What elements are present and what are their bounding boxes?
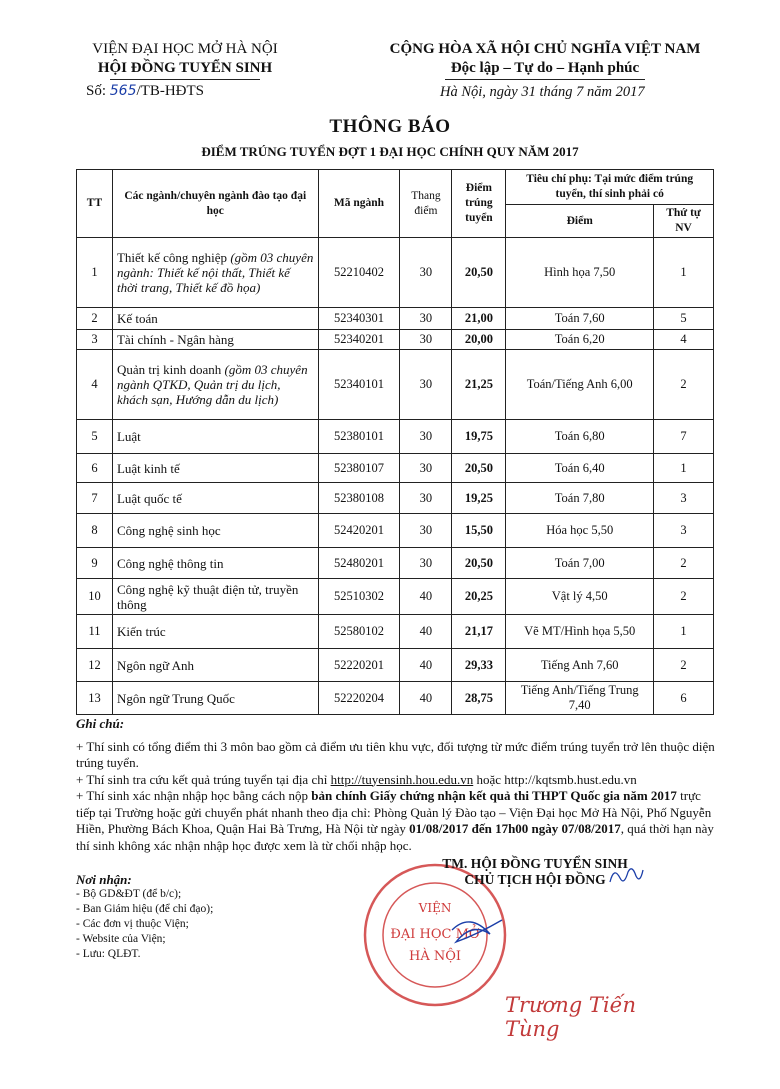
major-name: Luật — [116, 429, 141, 444]
doc-number-suffix: /TB-HĐTS — [136, 83, 204, 99]
row-tt: 6 — [77, 454, 113, 483]
header-tt: TT — [77, 170, 113, 238]
row-code: 52380107 — [318, 454, 400, 483]
row-tt: 13 — [77, 682, 113, 715]
row-code: 52220201 — [318, 649, 400, 682]
country-name: CỘNG HÒA XÃ HỘI CHỦ NGHĨA VIỆT NAM — [389, 41, 701, 57]
row-priority: 7 — [654, 420, 714, 454]
signer-name: Trương Tiến Tùng — [505, 993, 637, 1041]
recipient-item: - Các đơn vị thuộc Viện; — [76, 918, 189, 930]
doc-number-handwritten: 565 — [109, 83, 137, 99]
major-name: Kiến trúc — [116, 624, 166, 639]
row-criteria: Toán 7,80 — [506, 483, 654, 514]
row-scale: 30 — [400, 330, 452, 350]
row-scale: 30 — [400, 454, 452, 483]
issue-date: Hà Nội, ngày 31 tháng 7 năm 2017 — [440, 84, 645, 100]
stamp-mid-text: ĐẠI HỌC MỞ — [390, 927, 480, 942]
recipient-item: - Lưu: QLĐT. — [76, 948, 141, 960]
row-tt: 8 — [77, 514, 113, 548]
table-row — [77, 330, 714, 350]
note-3-text-a: + Thí sinh xác nhận nhập học bằng cách nộp — [76, 788, 312, 803]
major-name: Công nghệ kỹ thuật điện tử, truyền thông — [116, 581, 299, 612]
stamp-bot-text: HÀ NỘI — [408, 949, 462, 964]
org-underline — [110, 79, 260, 80]
table-row — [77, 615, 714, 649]
row-tt: 7 — [77, 483, 113, 514]
header-priority: Thứ tự NV — [654, 205, 714, 238]
row-major — [112, 330, 318, 350]
note-2 — [76, 772, 716, 789]
row-code: 52380101 — [318, 420, 400, 454]
row-score: 20,00 — [452, 330, 506, 350]
recipient-item: - Bộ GD&ĐT (để b/c); — [76, 888, 182, 900]
major-name: Ngôn ngữ Trung Quốc — [116, 690, 235, 706]
row-score: 29,33 — [452, 649, 506, 682]
row-code: 52580102 — [318, 615, 400, 649]
table-row — [77, 649, 714, 682]
notes-section — [76, 716, 716, 854]
row-criteria: Toán/Tiếng Anh 6,00 — [506, 350, 654, 420]
table-row — [77, 420, 714, 454]
row-code: 52480201 — [318, 548, 400, 579]
table-row — [77, 454, 714, 483]
note-3-certificate: bản chính Giấy chứng nhận kết quả thi THPT Quốc gia năm 2017 — [311, 788, 677, 803]
row-criteria: Hình họa 7,50 — [506, 238, 654, 308]
row-score: 20,50 — [452, 454, 506, 483]
row-scale: 40 — [400, 615, 452, 649]
row-criteria: Hóa học 5,50 — [506, 514, 654, 548]
recipients-heading: Nơi nhận: — [76, 872, 132, 887]
header-score: Điểm trúng tuyển — [452, 170, 506, 238]
header-criteria: Tiêu chí phụ: Tại mức điểm trúng tuyển, thí sinh phải có — [506, 170, 714, 205]
row-criteria: Toán 6,40 — [506, 454, 654, 483]
row-scale: 30 — [400, 350, 452, 420]
row-priority: 1 — [654, 238, 714, 308]
document-number — [86, 83, 204, 100]
table-row — [77, 579, 714, 615]
row-score: 20,25 — [452, 579, 506, 615]
row-criteria: Toán 6,80 — [506, 420, 654, 454]
major-name: Quản trị kinh doanh — [116, 362, 222, 377]
row-score: 21,25 — [452, 350, 506, 420]
row-priority: 1 — [654, 615, 714, 649]
header-code: Mã ngành — [318, 170, 400, 238]
major-note: (gồm 03 chuyên ngành: Thiết kế nội thất, Thiết kế thời trang, Thiết kế đồ họa) — [116, 250, 314, 295]
row-tt: 12 — [77, 649, 113, 682]
major-note: (gồm 03 chuyên ngành QTKD, Quản trị du lịch, khách sạn, Hướng dẫn du lịch) — [116, 362, 308, 407]
recipient-item: - Website của Viện; — [76, 933, 166, 945]
page-title: THÔNG BÁO — [329, 116, 451, 137]
row-code: 52510302 — [318, 579, 400, 615]
row-scale: 30 — [400, 548, 452, 579]
page-subtitle: ĐIỂM TRÚNG TUYỂN ĐỢT 1 ĐẠI HỌC CHÍNH QUY NĂM 2017 — [201, 144, 579, 159]
major-name: Luật kinh tế — [116, 460, 180, 476]
row-major — [112, 308, 318, 330]
row-major — [112, 350, 318, 420]
issuing-org — [60, 40, 310, 80]
row-score: 15,50 — [452, 514, 506, 548]
row-criteria: Vẽ MT/Hình họa 5,50 — [506, 615, 654, 649]
stamp-top-text: VIỆN — [418, 901, 452, 915]
major-name: Tài chính - Ngân hàng — [116, 332, 234, 347]
row-code: 52340101 — [318, 350, 400, 420]
row-major — [112, 238, 318, 308]
row-priority: 6 — [654, 682, 714, 715]
row-score: 19,75 — [452, 420, 506, 454]
row-tt: 3 — [77, 330, 113, 350]
row-code: 52220204 — [318, 682, 400, 715]
table-row — [77, 350, 714, 420]
doc-number-prefix: Số: — [86, 83, 107, 99]
row-priority: 3 — [654, 483, 714, 514]
row-major — [112, 548, 318, 579]
row-major — [112, 514, 318, 548]
major-name: Kế toán — [116, 311, 158, 326]
row-score: 20,50 — [452, 548, 506, 579]
row-scale: 30 — [400, 308, 452, 330]
org-name: VIỆN ĐẠI HỌC MỞ HÀ NỘI — [92, 41, 278, 57]
row-code: 52210402 — [318, 238, 400, 308]
row-scale: 40 — [400, 682, 452, 715]
row-scale: 30 — [400, 420, 452, 454]
motto: Độc lập – Tự do – Hạnh phúc — [450, 60, 640, 76]
header-criteria-score: Điểm — [506, 205, 654, 238]
row-code: 52380108 — [318, 483, 400, 514]
row-tt: 1 — [77, 238, 113, 308]
row-tt: 10 — [77, 579, 113, 615]
row-criteria: Tiếng Anh 7,60 — [506, 649, 654, 682]
admission-scores-table — [76, 169, 714, 715]
major-name: Công nghệ thông tin — [116, 555, 224, 571]
row-priority: 1 — [654, 454, 714, 483]
header-major: Các ngành/chuyên ngành đào tạo đại học — [112, 170, 318, 238]
row-score: 19,25 — [452, 483, 506, 514]
row-priority: 3 — [654, 514, 714, 548]
row-tt: 11 — [77, 615, 113, 649]
major-name: Ngôn ngữ Anh — [116, 657, 195, 673]
table-row — [77, 682, 714, 715]
row-criteria: Tiếng Anh/Tiếng Trung 7,40 — [506, 682, 654, 715]
note-2-alt-link: hoặc http://kqtsmb.hust.edu.vn — [473, 771, 637, 787]
notes-heading: Ghi chú: — [76, 716, 125, 731]
row-priority: 2 — [654, 350, 714, 420]
row-scale: 30 — [400, 238, 452, 308]
row-major — [112, 483, 318, 514]
row-criteria: Toán 7,00 — [506, 548, 654, 579]
table-row — [77, 548, 714, 579]
row-scale: 40 — [400, 579, 452, 615]
recipients — [76, 872, 213, 962]
row-tt: 5 — [77, 420, 113, 454]
row-priority: 2 — [654, 548, 714, 579]
table-row — [77, 238, 714, 308]
row-criteria: Toán 6,20 — [506, 330, 654, 350]
row-scale: 40 — [400, 649, 452, 682]
header-scale: Thang điểm — [400, 170, 452, 238]
major-name: Thiết kế công nghiệp — [116, 250, 228, 265]
row-code: 52340201 — [318, 330, 400, 350]
row-tt: 4 — [77, 350, 113, 420]
row-major — [112, 579, 318, 615]
row-criteria: Toán 7,60 — [506, 308, 654, 330]
signature-line-2: CHỦ TỊCH HỘI ĐỒNG — [464, 872, 606, 887]
row-major — [112, 682, 318, 715]
row-priority: 2 — [654, 649, 714, 682]
org-council: HỘI ĐỒNG TUYỂN SINH — [97, 60, 273, 76]
major-name: Công nghệ sinh học — [116, 523, 221, 538]
motto-underline — [445, 79, 645, 80]
row-priority: 2 — [654, 579, 714, 615]
table-row — [77, 308, 714, 330]
note-3 — [76, 788, 716, 854]
row-code: 52420201 — [318, 514, 400, 548]
row-criteria: Vật lý 4,50 — [506, 579, 654, 615]
row-major — [112, 454, 318, 483]
national-header — [360, 40, 730, 80]
row-priority: 4 — [654, 330, 714, 350]
tuyensinh-link[interactable]: http://tuyensinh.hou.edu.vn — [330, 771, 474, 787]
row-major — [112, 615, 318, 649]
row-score: 21,00 — [452, 308, 506, 330]
row-tt: 9 — [77, 548, 113, 579]
row-score: 28,75 — [452, 682, 506, 715]
row-score: 21,17 — [452, 615, 506, 649]
initials-mark — [606, 862, 646, 890]
note-2-text: + Thí sinh tra cứu kết quả trúng tuyển tại địa chỉ — [76, 771, 331, 787]
row-score: 20,50 — [452, 238, 506, 308]
note-3-text-c: trực tiếp tại Trường hoặc gửi chuyển phát nhanh theo địa chỉ: Phòng Quản lý Đào tạo – Viện Đại học Mở Hà Nội, Phố Nguyễn Hiền, Phường Bách Khoa, Quận Hai Bà Trưng, Hà Nội từ ngày — [76, 788, 712, 836]
row-major — [112, 649, 318, 682]
major-name: Luật quốc tế — [116, 490, 182, 506]
note-3-text-e: , quá thời hạn này thí sinh không xác nhận nhập học được xem là từ chối nhập học. — [76, 821, 714, 853]
signature-line-1: TM. HỘI ĐỒNG TUYỂN SINH — [442, 856, 628, 871]
table-row — [77, 483, 714, 514]
row-major — [112, 420, 318, 454]
row-priority: 5 — [654, 308, 714, 330]
note-3-deadline: 01/08/2017 đến 17h00 ngày 07/08/2017 — [409, 821, 621, 836]
table-row — [77, 514, 714, 548]
row-tt: 2 — [77, 308, 113, 330]
recipient-item: - Ban Giám hiệu (để chỉ đạo); — [76, 903, 214, 915]
row-code: 52340301 — [318, 308, 400, 330]
note-1: + Thí sinh có tổng điểm thi 3 môn bao gồm cả điểm ưu tiên khu vực, đối tượng từ mức điểm trúng tuyển trở lên thuộc diện trúng tuyển. — [76, 738, 715, 770]
row-scale: 30 — [400, 514, 452, 548]
row-scale: 30 — [400, 483, 452, 514]
